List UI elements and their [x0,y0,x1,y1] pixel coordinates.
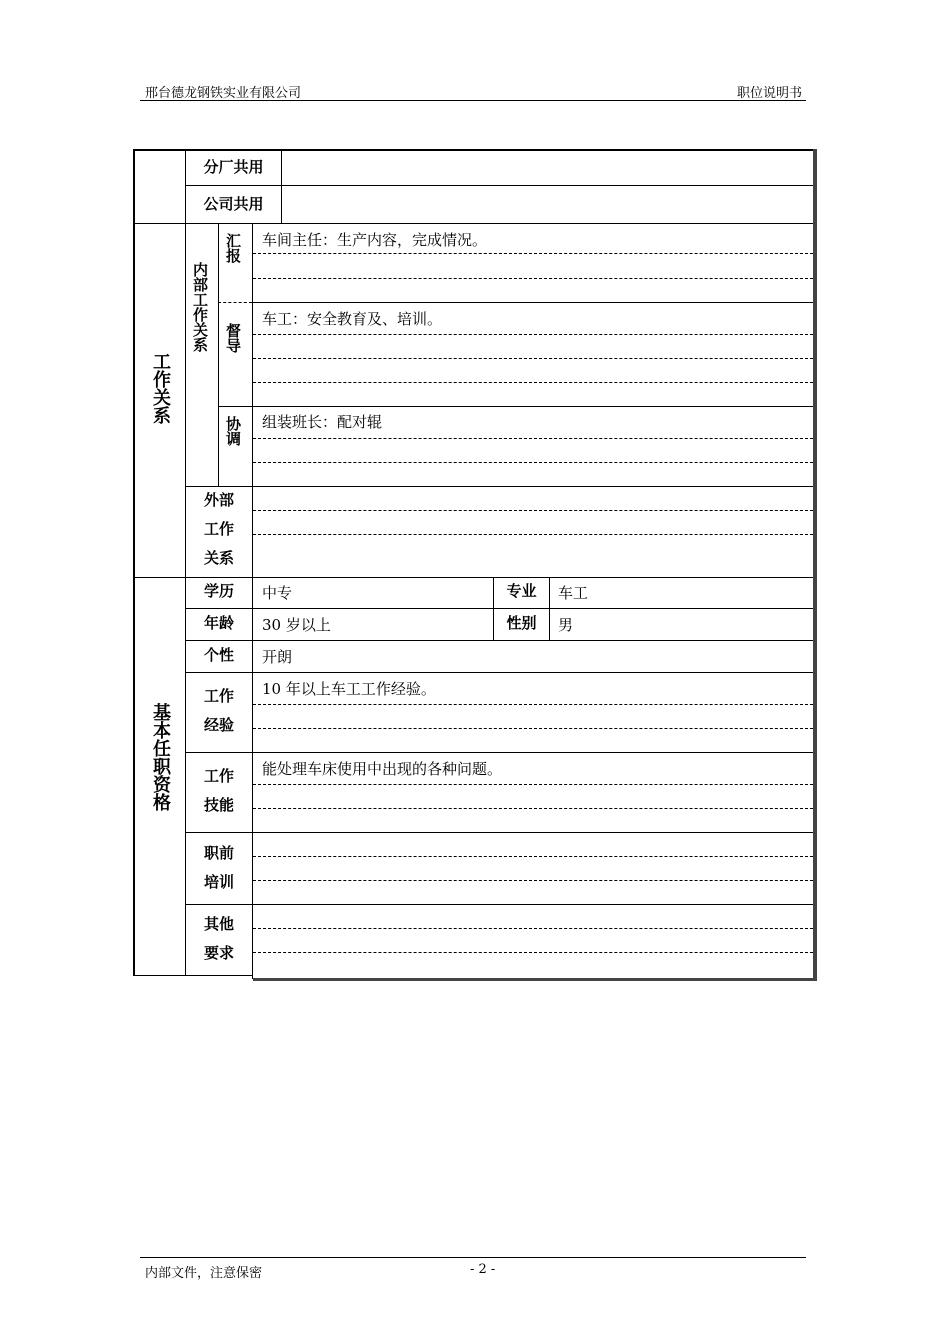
report-supervise-divider [218,302,252,303]
row-line-5 [185,486,813,487]
external-dash-1 [253,510,813,511]
supervise-text: 车工：安全教育及、培训。 [262,310,443,328]
table-bottom-shadow [253,978,817,981]
skills-value: 能处理车床使用中出现的各种问题。 [262,760,503,778]
row-line-4 [218,406,813,407]
row-line-1 [185,185,813,186]
external-label-1: 外部 [203,491,234,509]
education-label: 学历 [203,582,234,600]
other-dash-2 [253,952,813,953]
row-line-3 [252,302,813,303]
other-label-1: 其他 [203,915,234,933]
row-line-11 [185,832,813,833]
report-label: 汇报 [224,233,242,263]
footer-note: 内部文件，注意保密 [145,1266,263,1281]
experience-label-2: 经验 [203,716,234,734]
education-value: 中专 [262,584,293,602]
row-line-12 [185,904,813,905]
table-left-border [133,149,135,976]
training-label-1: 职前 [203,844,234,862]
age-value: 30 岁以上 [262,616,331,634]
col-line-b [281,149,282,223]
report-text: 车间主任：生产内容，完成情况。 [262,231,488,249]
internal-relations-label: 内部工作关系 [191,262,209,352]
skills-dash-2 [253,808,813,809]
external-label-2: 工作 [203,520,234,538]
experience-label-1: 工作 [203,687,234,705]
other-dash-1 [253,928,813,929]
skills-label-1: 工作 [203,767,234,785]
supervise-dash-2 [253,358,813,359]
personality-label: 个性 [203,646,234,664]
row-line-9 [185,672,813,673]
supervise-dash-1 [253,334,813,335]
external-dash-2 [253,534,813,535]
company-shared-label: 公司共用 [203,195,264,213]
row-line-10 [185,752,813,753]
footer-page-number: - 2 - [470,1262,496,1277]
report-dash-1 [253,253,813,254]
skills-dash-1 [253,784,813,785]
row-line-2 [133,223,813,224]
training-dash-1 [253,856,813,857]
personality-value: 开朗 [262,648,293,666]
major-value: 车工 [558,584,589,602]
report-dash-2 [253,278,813,279]
other-label-2: 要求 [203,944,234,962]
header-company: 邢台德龙钢铁实业有限公司 [145,86,302,101]
table-right-shadow [813,149,817,981]
coordinate-dash-1 [253,438,813,439]
coordinate-label: 协调 [224,416,242,446]
external-label-3: 关系 [203,549,234,567]
age-label: 年龄 [203,614,234,632]
gender-label: 性别 [506,614,537,632]
experience-dash-2 [253,728,813,729]
gender-value: 男 [558,616,574,634]
skills-label-2: 技能 [203,796,234,814]
row-line-8 [185,640,813,641]
training-label-2: 培训 [203,873,234,891]
footer-rule [140,1257,806,1258]
col-line-d [252,223,253,979]
branch-shared-label: 分厂共用 [203,158,264,176]
coordinate-dash-2 [253,462,813,463]
header-doc-type: 职位说明书 [737,86,803,101]
major-label: 专业 [506,582,537,600]
table-top-border [133,149,815,151]
experience-dash-1 [253,704,813,705]
coordinate-text: 组装班长：配对辊 [262,413,383,431]
supervise-dash-3 [253,382,813,383]
relations-section-title: 工作关系 [150,352,171,424]
supervise-label: 督导 [224,323,242,353]
experience-value: 10 年以上车工工作经验。 [262,680,436,698]
qualifications-section-title: 基本任职资格 [150,703,171,811]
training-dash-2 [253,880,813,881]
table-bottom-border-left [133,975,253,976]
